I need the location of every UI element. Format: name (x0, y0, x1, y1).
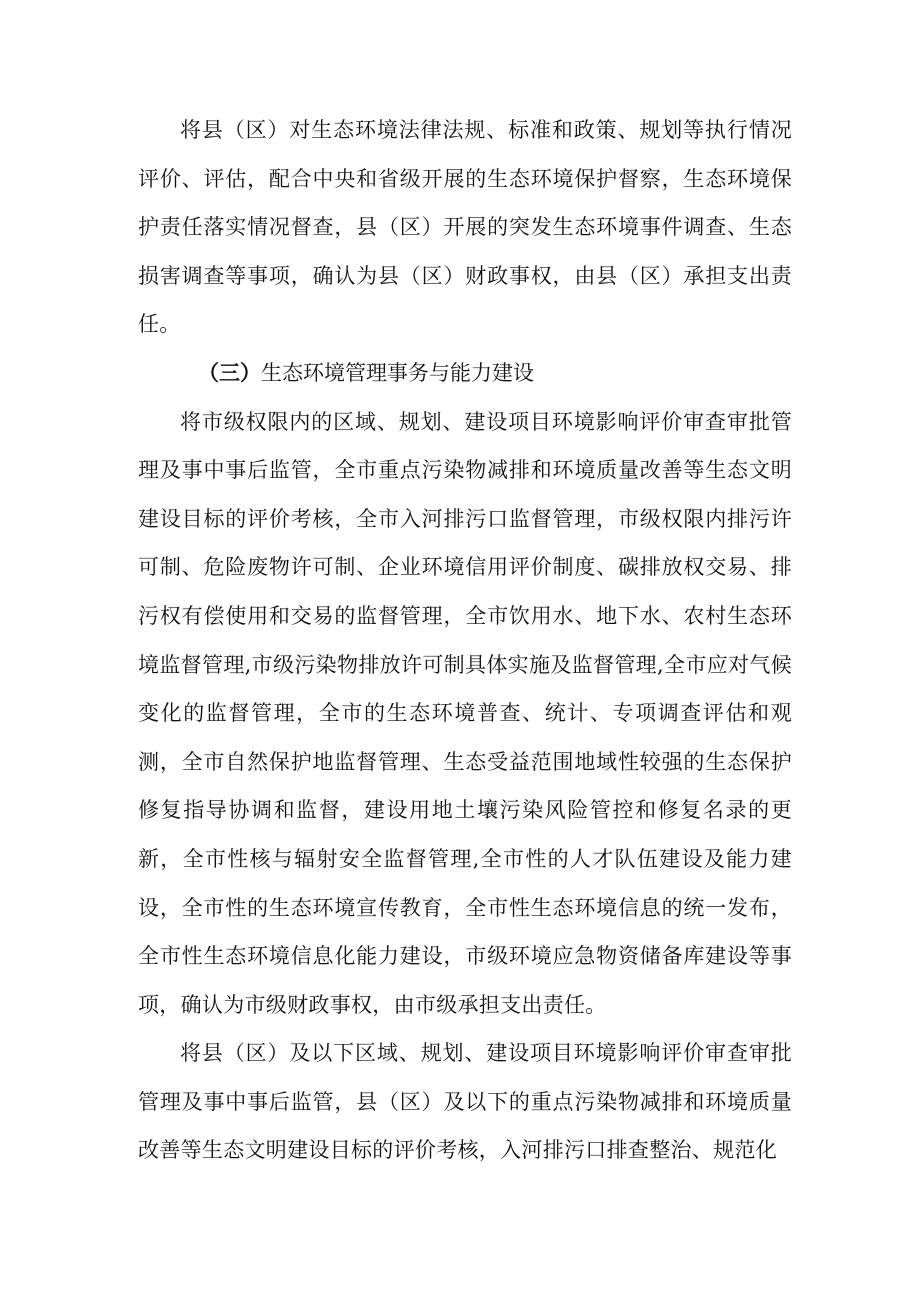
paragraph-county-evaluation: 将县（区）对生态环境法律法规、标准和政策、规划等执行情况评价、评估，配合中央和省级开展的生态环境保护督察，生态环境保护责任落实情况督查，县（区）开展的突发生态环境事件调查、生态损害调查等事项，确认为县（区）财政事权，由县（区）承担支出责任。 (138, 118, 792, 337)
paragraph-county-level: 将县（区）及以下区域、规划、建设项目环境影响评价审查审批管理及事中事后监管，县（区）及以下的重点污染物减排和环境质量改善等生态文明建设目标的评价考核，入河排污口排查整治、规范化 (138, 1041, 792, 1163)
paragraph-city-level: 将市级权限内的区域、规划、建设项目环境影响评价审查审批管理及事中事后监管，全市重点污染物减排和环境质量改善等生态文明建设目标的评价考核，全市入河排污口监督管理，市级权限内排污许可制、危险废物许可制、企业环境信用评价制度、碳排放权交易、排污权有偿使用和交易的监督管理，全市饮用水、地下水、农村生态环境监督管理,市级污染物排放许可制具体实施及监督管理,全市应对气候变化的监督管理，全市的生态环境普查、统计、专项调查评估和观测，全市自然保护地监督管理、生态受益范围地域性较强的生态保护修复指导协调和监督，建设用地土壤污染风险管控和修复名录的更新，全市性核与辐射安全监督管理,全市性的人才队伍建设及能力建设，全市性的生态环境宣传教育，全市性生态环境信息的统一发布，全市性生态环境信息化能力建设，市级环境应急物资储备库建设等事项，确认为市级财政事权，由市级承担支出责任。 (138, 409, 792, 1017)
document-page (138, 106, 792, 1175)
section-number: （三） (198, 360, 261, 385)
section-title: 生态环境管理事务与能力建设 (261, 360, 534, 385)
section-heading (138, 349, 792, 398)
